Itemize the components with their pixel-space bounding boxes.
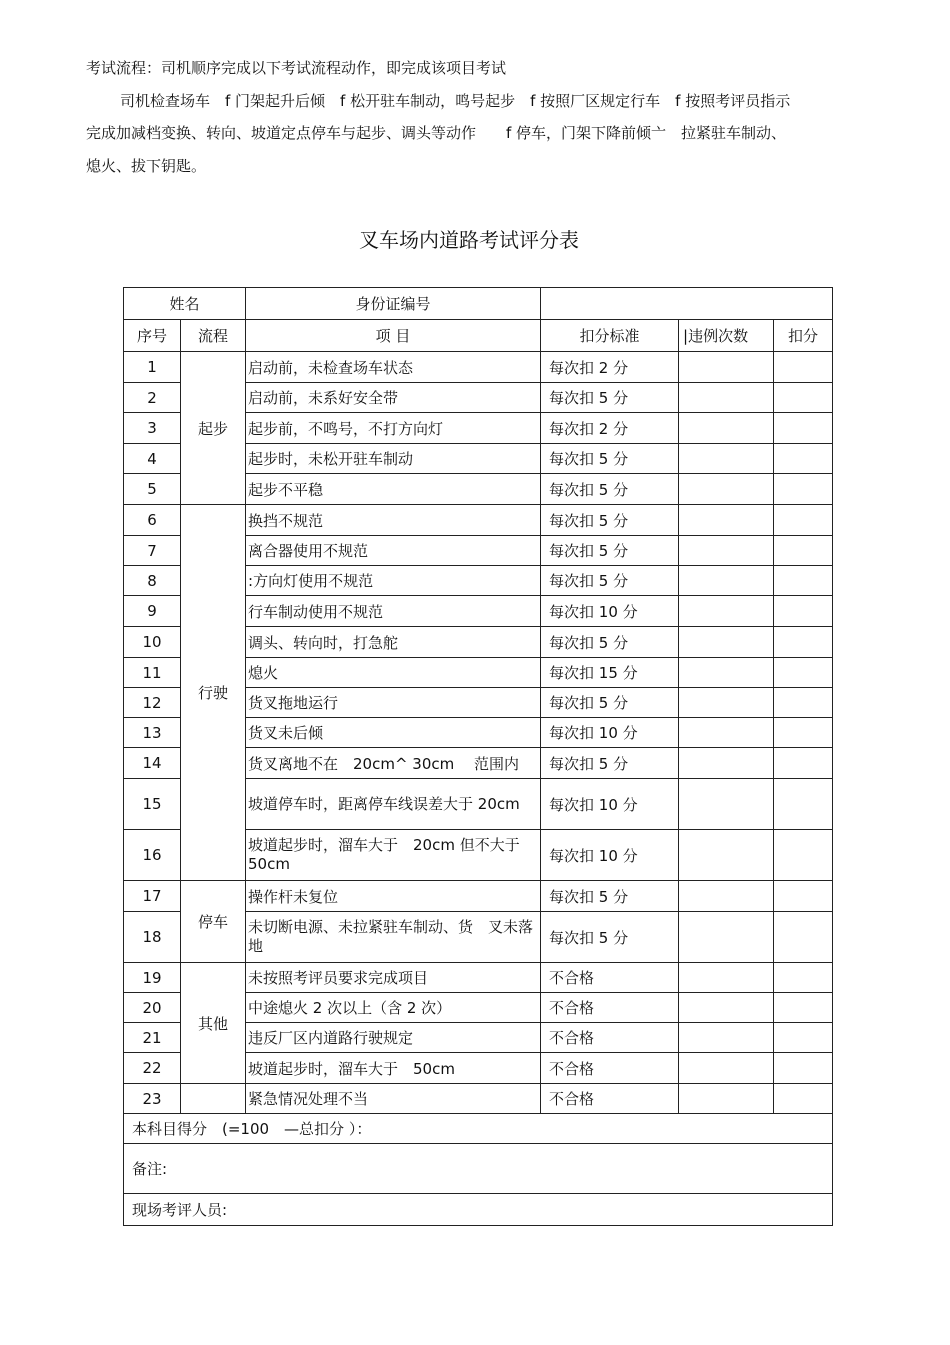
score-row: [124, 1114, 833, 1144]
deduction-cell[interactable]: [774, 474, 833, 505]
violation-count-cell[interactable]: [679, 912, 774, 963]
deduction-cell[interactable]: [774, 1053, 833, 1084]
id-number-field[interactable]: [541, 288, 833, 320]
row-number: 14: [124, 748, 181, 779]
violation-count-cell[interactable]: [679, 505, 774, 536]
violation-count-cell[interactable]: [679, 596, 774, 627]
row-item: 调头、转向时，打急舵: [246, 627, 541, 658]
row-item: 违反厂区内道路行驶规定: [246, 1023, 541, 1053]
row-number: 12: [124, 688, 181, 718]
violation-count-cell[interactable]: [679, 536, 774, 566]
deduction-cell[interactable]: [774, 881, 833, 912]
score-table: [123, 287, 833, 1226]
header-row: [124, 320, 833, 352]
row-number: 16: [124, 830, 181, 881]
name-label: 姓名: [124, 288, 246, 320]
violation-count-cell[interactable]: [679, 413, 774, 444]
examiner-field[interactable]: 现场考评人员:: [124, 1194, 833, 1226]
row-number: 22: [124, 1053, 181, 1084]
table-row: [124, 352, 833, 383]
header-item: 项 目: [246, 320, 541, 352]
row-standard: 每次扣 15 分: [541, 658, 679, 688]
row-item: 坡道停车时，距离停车线误差大于 20cm: [246, 779, 541, 830]
deduction-cell[interactable]: [774, 912, 833, 963]
table-row: [124, 505, 833, 536]
remark-field[interactable]: 备注:: [124, 1144, 833, 1194]
row-item: 坡道起步时，溜车大于 50cm: [246, 1053, 541, 1084]
row-number: 7: [124, 536, 181, 566]
row-standard: 每次扣 5 分: [541, 444, 679, 474]
row-item: 起步不平稳: [246, 474, 541, 505]
deduction-cell[interactable]: [774, 993, 833, 1023]
row-item: 启动前，未系好安全带: [246, 383, 541, 413]
violation-count-cell[interactable]: [679, 474, 774, 505]
violation-count-cell[interactable]: [679, 1023, 774, 1053]
violation-count-cell[interactable]: [679, 963, 774, 993]
row-number: 2: [124, 383, 181, 413]
deduction-cell[interactable]: [774, 688, 833, 718]
row-number: 3: [124, 413, 181, 444]
row-number: 17: [124, 881, 181, 912]
row-standard: 每次扣 5 分: [541, 627, 679, 658]
row-item: 坡道起步时，溜车大于 20cm 但不大于 50cm: [246, 830, 541, 881]
row-standard: 每次扣 10 分: [541, 596, 679, 627]
deduction-cell[interactable]: [774, 1084, 833, 1114]
remark-row: [124, 1144, 833, 1194]
row-standard: 不合格: [541, 1023, 679, 1053]
process-group-start: 起步: [181, 352, 246, 505]
row-number: 1: [124, 352, 181, 383]
row-standard: 每次扣 5 分: [541, 566, 679, 596]
row-item: 货叉离地不在 20cm^ 30cm 范围内: [246, 748, 541, 779]
row-standard: 每次扣 10 分: [541, 830, 679, 881]
violation-count-cell[interactable]: [679, 566, 774, 596]
header-no: 序号: [124, 320, 181, 352]
violation-count-cell[interactable]: [679, 779, 774, 830]
row-number: 11: [124, 658, 181, 688]
row-number: 4: [124, 444, 181, 474]
violation-count-cell[interactable]: [679, 748, 774, 779]
violation-count-cell[interactable]: [679, 881, 774, 912]
process-group-drive: 行驶: [181, 505, 246, 881]
process-group-stop: 停车: [181, 881, 246, 963]
row-item: 启动前，未检查场车状态: [246, 352, 541, 383]
header-process: 流程: [181, 320, 246, 352]
violation-count-cell[interactable]: [679, 1084, 774, 1114]
row-standard: 不合格: [541, 993, 679, 1023]
row-number: 15: [124, 779, 181, 830]
violation-count-cell[interactable]: [679, 718, 774, 748]
row-item: 未切断电源、未拉紧驻车制动、货 叉未落地: [246, 912, 541, 963]
deduction-cell[interactable]: [774, 963, 833, 993]
deduction-cell[interactable]: [774, 596, 833, 627]
row-number: 5: [124, 474, 181, 505]
table-row: [124, 963, 833, 993]
table-row: [124, 881, 833, 912]
row-standard: 不合格: [541, 1053, 679, 1084]
row-number: 19: [124, 963, 181, 993]
violation-count-cell[interactable]: [679, 627, 774, 658]
deduction-cell[interactable]: [774, 444, 833, 474]
violation-count-cell[interactable]: [679, 383, 774, 413]
row-standard: 不合格: [541, 963, 679, 993]
deduction-cell[interactable]: [774, 505, 833, 536]
row-standard: 每次扣 5 分: [541, 748, 679, 779]
process-group-other: 其他: [181, 963, 246, 1084]
deduction-cell[interactable]: [774, 658, 833, 688]
deduction-cell[interactable]: [774, 779, 833, 830]
deduction-cell[interactable]: [774, 627, 833, 658]
row-item: 行车制动使用不规范: [246, 596, 541, 627]
header-standard: 扣分标准: [541, 320, 679, 352]
row-number: 18: [124, 912, 181, 963]
id-number-label: 身份证编号: [246, 288, 541, 320]
intro-line-1: 考试流程：司机顺序完成以下考试流程动作，即完成该项目考试: [86, 59, 507, 77]
candidate-info-row: [124, 288, 833, 320]
row-item: 货叉拖地运行: [246, 688, 541, 718]
row-item: 中途熄火 2 次以上（含 2 次）: [246, 993, 541, 1023]
table-row: [124, 1084, 833, 1114]
row-standard: 每次扣 5 分: [541, 474, 679, 505]
violation-count-cell[interactable]: [679, 1053, 774, 1084]
row-standard: 每次扣 2 分: [541, 413, 679, 444]
row-standard: 每次扣 5 分: [541, 505, 679, 536]
violation-count-cell[interactable]: [679, 658, 774, 688]
deduction-cell[interactable]: [774, 748, 833, 779]
deduction-cell[interactable]: [774, 536, 833, 566]
row-number: 13: [124, 718, 181, 748]
intro-line-2: 司机检查场车 f 门架起升后倾 f 松开驻车制动，鸣号起步 f 按照厂区规定行车 f 按照考评员指示: [120, 92, 791, 110]
header-count: |违例次数: [679, 320, 774, 352]
row-item: 起步时，未松开驻车制动: [246, 444, 541, 474]
row-number: 10: [124, 627, 181, 658]
deduction-cell[interactable]: [774, 352, 833, 383]
row-standard: 每次扣 10 分: [541, 779, 679, 830]
row-standard: 每次扣 5 分: [541, 536, 679, 566]
deduction-cell[interactable]: [774, 383, 833, 413]
row-number: 20: [124, 993, 181, 1023]
row-item: 未按照考评员要求完成项目: [246, 963, 541, 993]
form-title: 叉车场内道路考试评分表: [359, 228, 579, 252]
row-item: 换挡不规范: [246, 505, 541, 536]
row-standard: 每次扣 5 分: [541, 881, 679, 912]
row-item: 起步前，不鸣号，不打方向灯: [246, 413, 541, 444]
row-standard: 每次扣 2 分: [541, 352, 679, 383]
examiner-row: [124, 1194, 833, 1226]
deduction-cell[interactable]: [774, 413, 833, 444]
deduction-cell[interactable]: [774, 718, 833, 748]
row-standard: 每次扣 10 分: [541, 718, 679, 748]
row-item: 离合器使用不规范: [246, 536, 541, 566]
row-item: :方向灯使用不规范: [246, 566, 541, 596]
row-number: 6: [124, 505, 181, 536]
row-item: 货叉未后倾: [246, 718, 541, 748]
violation-count-cell[interactable]: [679, 830, 774, 881]
score-field[interactable]: 本科目得分 (=100 —总扣分 ）：: [124, 1114, 833, 1144]
violation-count-cell[interactable]: [679, 444, 774, 474]
row-item: 熄火: [246, 658, 541, 688]
row-number: 21: [124, 1023, 181, 1053]
violation-count-cell[interactable]: [679, 993, 774, 1023]
row-standard: 不合格: [541, 1084, 679, 1114]
row-standard: 每次扣 5 分: [541, 688, 679, 718]
row-item: 紧急情况处理不当: [246, 1084, 541, 1114]
deduction-cell[interactable]: [774, 830, 833, 881]
row-item: 操作杆未复位: [246, 881, 541, 912]
row-standard: 每次扣 5 分: [541, 383, 679, 413]
process-group-empty: [181, 1084, 246, 1114]
deduction-cell[interactable]: [774, 1023, 833, 1053]
intro-line-3: 完成加减档变换、转向、坡道定点停车与起步、调头等动作 f 停车，门架下降前倾亠 拉紧驻车制动、: [86, 124, 787, 142]
intro-line-4: 熄火、拔下钥匙。: [86, 157, 207, 175]
row-standard: 每次扣 5 分: [541, 912, 679, 963]
violation-count-cell[interactable]: [679, 352, 774, 383]
violation-count-cell[interactable]: [679, 688, 774, 718]
row-number: 9: [124, 596, 181, 627]
row-number: 8: [124, 566, 181, 596]
header-deduct: 扣分: [774, 320, 833, 352]
row-number: 23: [124, 1084, 181, 1114]
deduction-cell[interactable]: [774, 566, 833, 596]
